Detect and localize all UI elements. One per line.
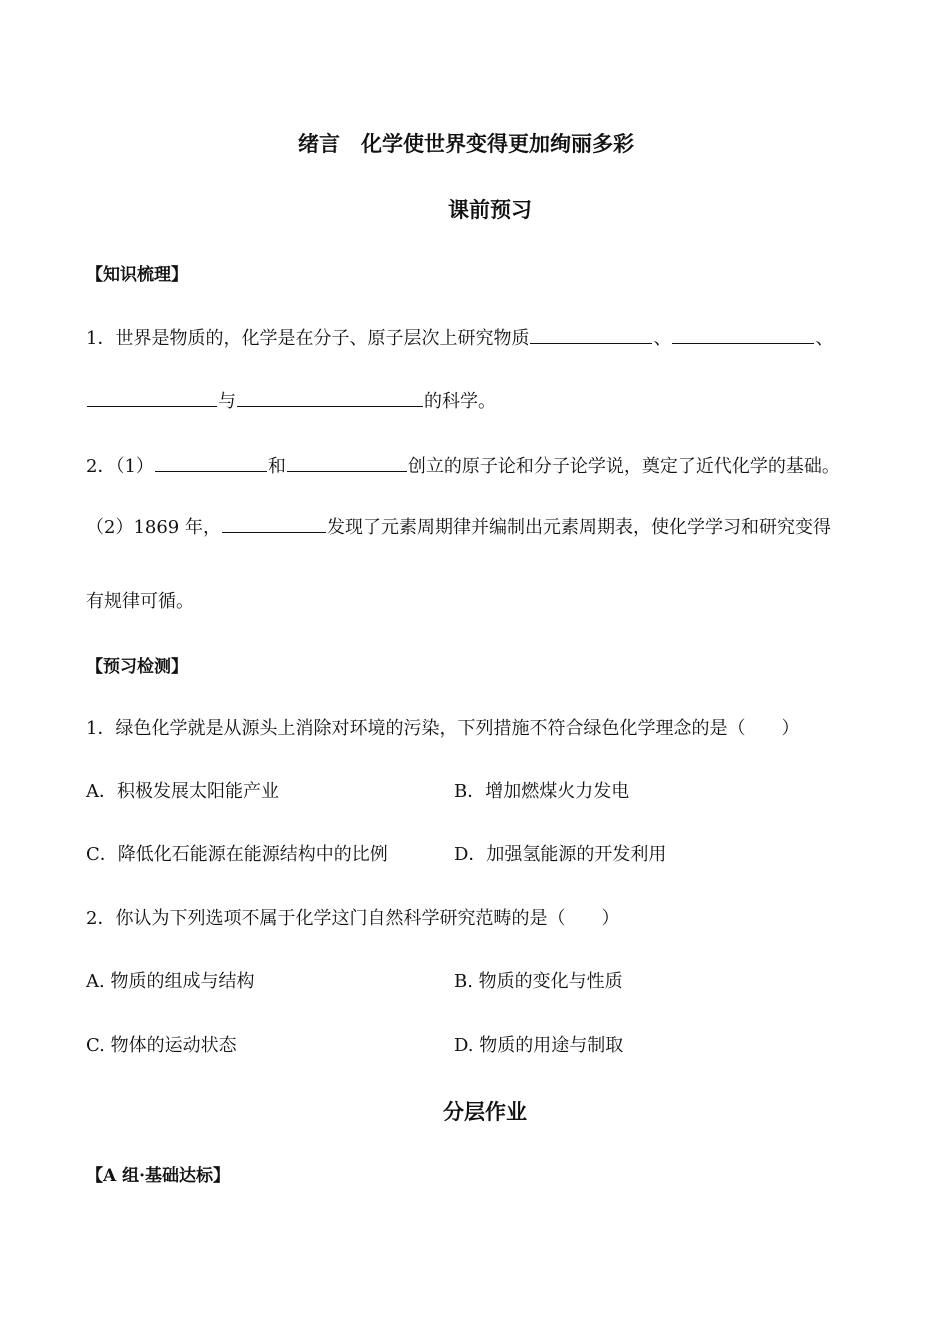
answer-blank[interactable] [155,455,267,472]
k2-suffix: 创立的原子论和分子论学说，奠定了近代化学的基础。 [407,456,840,477]
preview-heading: 课前预习 [448,197,532,222]
answer-blank[interactable] [287,455,407,472]
q1-option-a[interactable]: A．积极发展太阳能产业 [86,781,279,802]
k3-prefix: （2）1869 年， [86,517,221,538]
k2-mid: 和 [267,456,286,477]
k1-sep3: 与 [218,391,236,412]
q2-option-b[interactable]: B. 物质的变化与性质 [454,971,623,992]
answer-blank[interactable] [222,516,326,533]
q2-option-a[interactable]: A. 物质的组成与结构 [86,971,255,992]
q1-option-d[interactable]: D．加强氢能源的开发利用 [454,844,667,865]
k1-prefix: 1．世界是物质的，化学是在分子、原子层次上研究物质 [86,328,530,349]
answer-blank[interactable] [672,327,814,344]
k1-sep2: 、 [815,328,834,349]
answer-blank[interactable] [87,390,217,407]
k3-suffix: 发现了元素周期律并编制出元素周期表，使化学学习和研究变得 [326,517,831,538]
group-a-heading: 【A 组·基础达标】 [86,1166,231,1186]
knowledge-item-3-cont: 有规律可循。 [86,591,194,612]
knowledge-item-1 [86,327,833,351]
q1-option-c[interactable]: C．降低化石能源在能源结构中的比例 [86,844,388,865]
answer-blank[interactable] [530,327,652,344]
k2-prefix: 2．（1） [86,456,154,477]
k1-suffix: 的科学。 [424,391,496,412]
question-1-stem: 1．绿色化学就是从源头上消除对环境的污染，下列措施不符合绿色化学理念的是（ ） [86,718,800,739]
q2-option-d[interactable]: D. 物质的用途与制取 [454,1035,624,1056]
knowledge-item-1-cont [86,390,496,414]
knowledge-item-2 [86,455,840,479]
question-2-stem: 2．你认为下列选项不属于化学这门自然科学研究范畴的是（ ） [86,908,620,929]
homework-heading: 分层作业 [443,1099,527,1124]
knowledge-heading: 【知识梳理】 [86,265,188,285]
k1-sep1: 、 [653,328,672,349]
q2-option-c[interactable]: C. 物体的运动状态 [86,1035,237,1056]
knowledge-item-3 [86,516,831,540]
q1-option-b[interactable]: B．增加燃煤火力发电 [454,781,630,802]
answer-blank[interactable] [237,390,423,407]
check-heading: 【预习检测】 [86,657,188,677]
page-title: 绪言 化学使世界变得更加绚丽多彩 [298,131,634,156]
